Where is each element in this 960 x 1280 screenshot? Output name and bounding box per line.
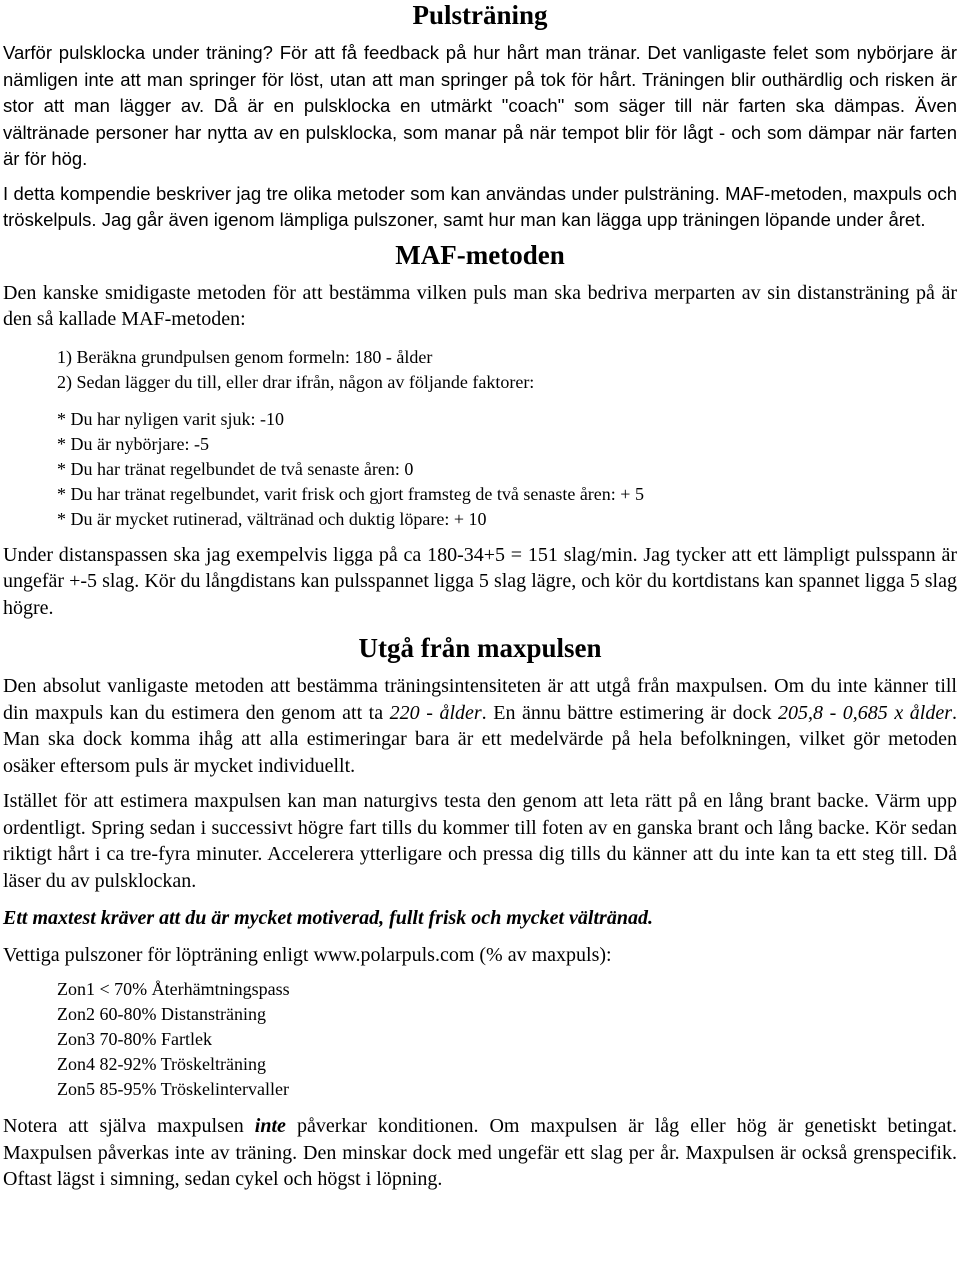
intro-paragraph-2: I detta kompendie beskriver jag tre olika metoder som kan användas under pulsträning. MAF-metoden, maxpuls och tröskelpuls. Jag går även igenom lämpliga pulszoner, samt hur man kan lägga upp träningen löpande under året.: [3, 182, 957, 230]
maxpuls-note: [3, 1113, 957, 1193]
formula-improved: 205,8 - 0,685 x ålder: [778, 701, 952, 724]
maf-heading: MAF-metoden: [395, 239, 565, 270]
page-title: Pulsträning: [412, 0, 548, 30]
maxpuls-paragraph-2: Istället för att estimera maxpulsen kan man naturgivs testa den genom att leta rätt på en lång brant backe. Värm upp ordentligt. Spring sedan i successivt högre fart tills du kommer till foten av en ganska brant och lång backe. Kör sedan riktigt hårt i ca tre-fyra minuter. Accelerera ytterligare och pressa dig tills du känner att du inte kan ta ett steg till. Då läser du av pulsklockan.: [3, 790, 957, 892]
maf-step: 2) Sedan lägger du till, eller drar ifrån, någon av följande faktorer:: [57, 371, 535, 392]
note-text: Notera att själva maxpulsen: [3, 1115, 255, 1137]
maf-factors-list: [57, 407, 957, 532]
document-page: [3, 0, 957, 1193]
maf-intro-paragraph: Den kanske smidigaste metoden för att bestämma vilken puls man ska bedriva merparten av sin distansträning på är den så kallade MAF-metoden:: [3, 281, 957, 330]
maf-factor: * Du har tränat regelbundet, varit frisk och gjort framsteg de två senaste åren: + 5: [57, 483, 644, 504]
maf-steps-list: [57, 345, 957, 395]
maxpuls-text: . En ännu bättre estimering är dock: [481, 701, 779, 724]
zones-intro: Vettiga pulszoner för löpträning enligt www.polarpuls.com (% av maxpuls):: [3, 943, 612, 966]
maxpuls-paragraph-1: [3, 673, 957, 779]
note-text: påverkar konditionen. Om maxpulsen är låg eller hög är genetiskt betingat. Maxpulsen påverkas inte av träning. Den minskar dock med ungefär ett slag per år. Maxpulsen är också grenspecifik. Oftast lägst i simning, sedan cykel och högst i löpning.: [3, 1115, 957, 1190]
maf-factor: * Du är mycket rutinerad, vältränad och duktig löpare: + 10: [57, 508, 487, 529]
maf-factor: * Du har nyligen varit sjuk: -10: [57, 408, 284, 429]
intro-paragraph-1: Varför pulsklocka under träning? För att få feedback på hur hårt man tränar. Det vanligaste felet som nybörjare är nämligen inte att man springer för löst, utan att man springer på tok för hårt. Träningen blir outhärdlig och risken är stor att man lägger av. Då är en pulsklocka en utmärkt "coach" som säger till när farten ska dämpas. Även vältränade personer har nytta av en pulsklocka, som manar på när tempot blir för lågt - och som dämpar när farten är för hög.: [3, 42, 957, 169]
pulse-zones-list: [57, 977, 957, 1102]
maf-example-paragraph: Under distanspassen ska jag exempelvis ligga på ca 180-34+5 = 151 slag/min. Jag tycker att ett lämpligt pulsspann är ungefär +-5 slag. Kör du långdistans kan pulsspannet ligga 5 slag lägre, och kör du kortdistans kan spannet ligga 5 slag högre.: [3, 543, 957, 619]
maxtest-warning: Ett maxtest kräver att du är mycket motiverad, fullt frisk och mycket vältränad.: [3, 907, 653, 929]
note-emphasis: inte: [254, 1115, 286, 1137]
pulse-zone: Zon1 < 70% Återhämtningspass: [57, 979, 290, 999]
pulse-zone: Zon2 60-80% Distansträning: [57, 1004, 266, 1024]
maf-factor: * Du är nybörjare: -5: [57, 433, 209, 454]
formula-simple: 220 - ålder: [389, 701, 482, 724]
pulse-zone: Zon4 82-92% Tröskelträning: [57, 1054, 266, 1074]
maxpuls-text: . Man ska dock komma ihåg att alla estimeringar bara är ett medelvärde på hela befolkningen, vilket gör metoden osäker eftersom puls är mycket individuellt.: [3, 701, 957, 777]
pulse-zone: Zon5 85-95% Tröskelintervaller: [57, 1079, 289, 1099]
maf-step: 1) Beräkna grundpulsen genom formeln: 180 - ålder: [57, 346, 433, 367]
pulse-zone: Zon3 70-80% Fartlek: [57, 1029, 212, 1049]
maxpuls-text: Den absolut vanligaste metoden att bestämma träningsintensiteten är att utgå från maxpulsen. Om du inte känner till din maxpuls kan du estimera den genom att ta: [3, 675, 957, 724]
maf-factor: * Du har tränat regelbundet de två senaste åren: 0: [57, 458, 414, 479]
maxpuls-heading: Utgå från maxpulsen: [358, 633, 602, 663]
